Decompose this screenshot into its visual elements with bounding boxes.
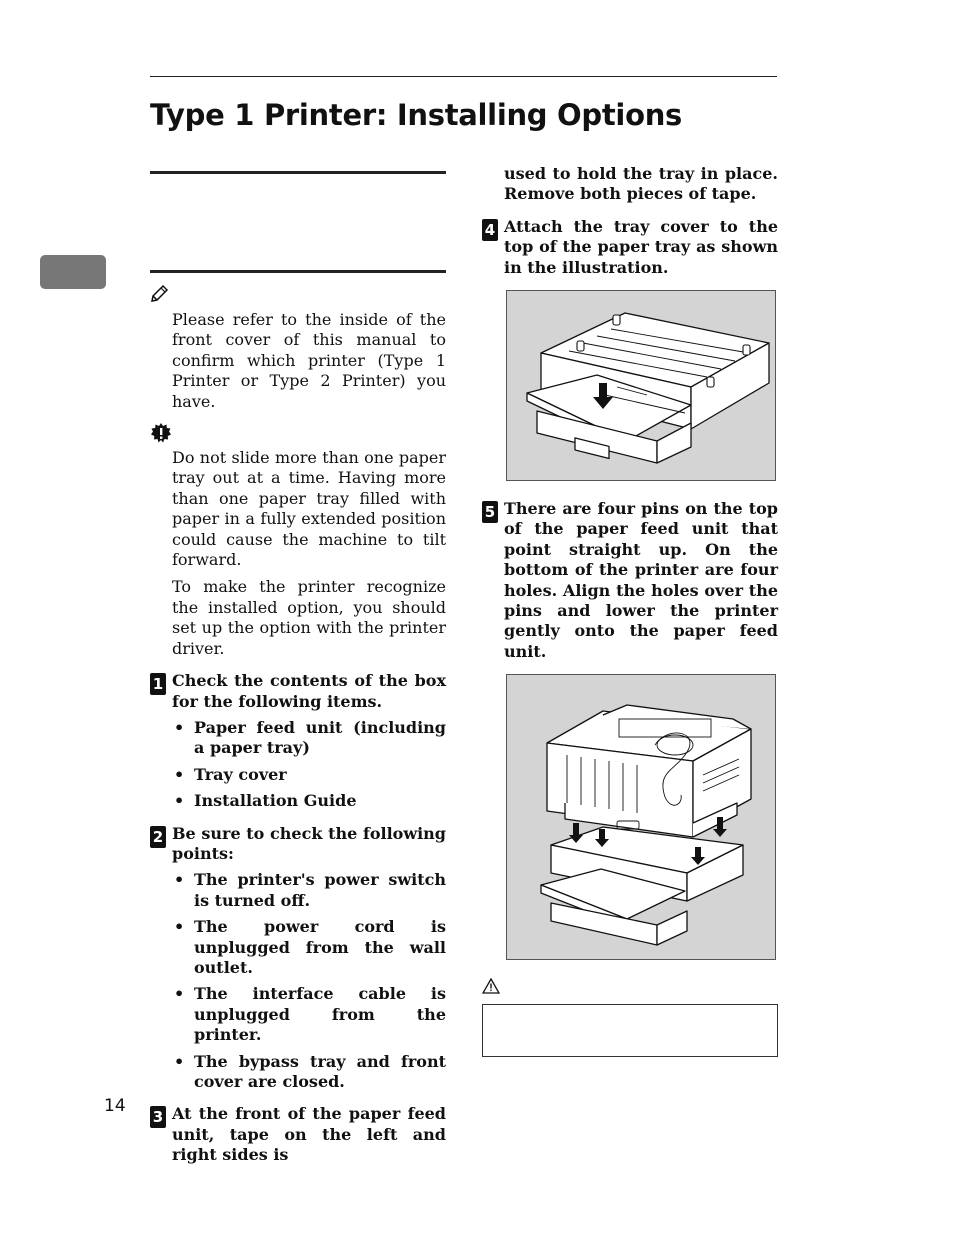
list-item: • Paper feed unit (including a paper tray) bbox=[174, 717, 446, 758]
warning-triangle-icon bbox=[482, 978, 500, 994]
page-title: Type 1 Printer: Installing Options bbox=[150, 98, 683, 132]
header-rule bbox=[150, 76, 777, 77]
note-text: Please refer to the inside of the front cover of this manual to confirm which printer (Type 1 Printer or Type 2 Printer) you have. bbox=[172, 310, 446, 411]
step-2 bbox=[150, 824, 446, 1093]
list-item: • The interface cable is unplugged from the printer. bbox=[174, 984, 446, 1045]
step-number: 2 bbox=[150, 826, 166, 848]
list-item: • The printer's power switch is turned off. bbox=[174, 870, 446, 910]
bullet-list bbox=[172, 870, 446, 1092]
page-number: 14 bbox=[104, 1096, 126, 1116]
step-number: 3 bbox=[150, 1106, 166, 1128]
right-column bbox=[482, 164, 778, 1057]
note-icon-row bbox=[150, 284, 446, 310]
pencil-note-icon bbox=[150, 284, 170, 304]
caution-icon-row bbox=[482, 978, 778, 1000]
chapter-tab bbox=[40, 255, 106, 289]
important-icon bbox=[150, 422, 172, 444]
paper-feed-unit-drawing bbox=[507, 291, 775, 480]
step-text: There are four pins on the top of the paper feed unit that point straight up. On the bottom of the printer are four holes. Align the holes over the pins and lower the printer gently onto the paper feed unit. bbox=[504, 499, 778, 661]
step-number: 1 bbox=[150, 673, 166, 695]
step-text: Attach the tray cover to the top of the paper tray as shown in the illustration. bbox=[504, 216, 778, 277]
bullet-list bbox=[172, 718, 446, 812]
step-3-continued: used to hold the tray in place. Remove both pieces of tape. bbox=[504, 164, 778, 204]
printer-on-feed-unit-drawing bbox=[507, 675, 775, 959]
important-text: Do not slide more than one paper tray out at a time. Having more than one paper tray filled with paper in a fully extended position could cause the machine to tilt forward. bbox=[172, 448, 446, 570]
tray-cover-illustration bbox=[506, 290, 776, 481]
important-icon-row bbox=[150, 422, 446, 448]
step-1 bbox=[150, 671, 446, 811]
list-item: • Tray cover bbox=[174, 764, 287, 784]
caution-box bbox=[482, 1004, 778, 1057]
step-text: At the front of the paper feed unit, tape on the left and right sides is bbox=[172, 1104, 446, 1165]
step-3 bbox=[150, 1104, 446, 1165]
left-column bbox=[150, 284, 446, 1166]
section-rule-bottom bbox=[150, 270, 446, 273]
step-number: 5 bbox=[482, 501, 498, 523]
step-4 bbox=[482, 217, 778, 278]
step-5 bbox=[482, 499, 778, 662]
list-item: • The power cord is unplugged from the wall outlet. bbox=[174, 917, 446, 977]
list-item: • Installation Guide bbox=[174, 791, 357, 811]
step-number: 4 bbox=[482, 219, 498, 241]
setup-text: To make the printer recognize the installed option, you should set up the option with the printer driver. bbox=[172, 577, 446, 658]
step-text: Be sure to check the following points: bbox=[172, 823, 446, 863]
printer-mounting-illustration bbox=[506, 674, 776, 960]
list-item: • The bypass tray and front cover are closed. bbox=[174, 1051, 446, 1091]
section-rule-top bbox=[150, 171, 446, 174]
step-text: Check the contents of the box for the following items. bbox=[172, 671, 446, 711]
